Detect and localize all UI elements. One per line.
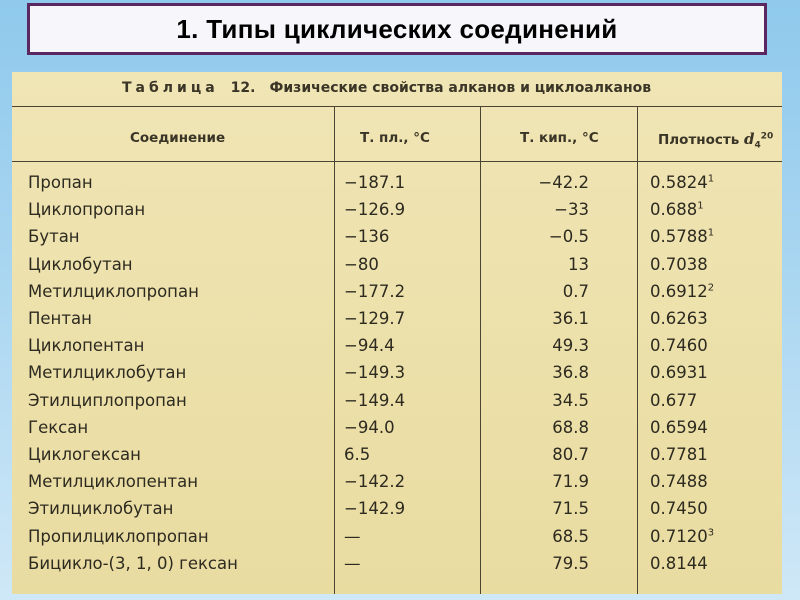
top-rule <box>12 106 782 107</box>
density-superscript: 20 <box>760 131 774 142</box>
table-row <box>12 173 782 200</box>
table-row <box>12 472 782 499</box>
header-density-label: Плотность <box>658 132 740 148</box>
table-row <box>12 255 782 282</box>
table-row <box>12 499 782 526</box>
boiling-point: 49.3 <box>552 336 589 356</box>
boiling-point: 36.8 <box>552 363 589 383</box>
density-footnote: 1 <box>707 227 715 239</box>
table-row <box>12 527 782 554</box>
table-caption <box>122 80 651 96</box>
melting-point: −126.9 <box>344 200 406 220</box>
density-footnote: 1 <box>697 200 704 212</box>
compound-name: Бицикло-(3, 1, 0) гексан <box>28 553 238 573</box>
melting-point: −142.2 <box>344 472 406 492</box>
boiling-point: 34.5 <box>552 390 589 410</box>
density-value: 0.7460 <box>650 336 708 356</box>
compound-name: Бутан <box>28 227 80 247</box>
density-cell <box>650 391 760 410</box>
density-cell <box>650 445 760 464</box>
melting-point: −94.4 <box>344 336 395 356</box>
boiling-point: −0.5 <box>548 227 589 247</box>
table-row <box>12 336 782 363</box>
melting-point: — <box>344 526 361 546</box>
table-row <box>12 363 782 390</box>
melting-point: −94.0 <box>344 417 395 437</box>
melting-point: −187.1 <box>344 173 406 192</box>
density-value: 0.7450 <box>650 499 708 519</box>
boiling-point: −33 <box>554 200 589 220</box>
header-melting: Т. пл., °С <box>360 130 430 146</box>
density-cell <box>650 499 760 518</box>
density-footnote: 3 <box>707 527 715 539</box>
boiling-point: −42.2 <box>538 173 589 192</box>
header-compound: Соединение <box>130 130 226 146</box>
boiling-point: 13 <box>568 254 589 274</box>
caption-text: Физические свойства алканов и циклоалканов <box>269 80 652 96</box>
table-row <box>12 227 782 254</box>
table-row <box>12 418 782 445</box>
boiling-point: 68.8 <box>552 417 589 437</box>
density-cell <box>650 227 760 246</box>
compound-name: Метилциклопропан <box>28 281 199 301</box>
compound-name: Циклобутан <box>28 254 133 274</box>
compound-name: Циклопентан <box>28 336 145 356</box>
scanned-table <box>12 72 782 594</box>
table-row <box>12 554 782 581</box>
density-cell <box>650 336 760 355</box>
melting-point: −80 <box>344 254 379 274</box>
density-cell <box>650 200 760 219</box>
caption-label: Таблица <box>122 80 219 96</box>
compound-name: Циклогексан <box>28 445 141 464</box>
density-value: 0.6594 <box>650 417 708 437</box>
melting-point: −136 <box>344 227 390 247</box>
boiling-point: 71.5 <box>552 499 589 519</box>
density-cell <box>650 309 760 328</box>
boiling-point: 79.5 <box>552 553 589 573</box>
table-row <box>12 309 782 336</box>
density-footnote: 1 <box>707 173 715 185</box>
density-value: 0.8144 <box>650 553 708 573</box>
melting-point: −177.2 <box>344 281 406 301</box>
density-cell <box>650 418 760 437</box>
compound-name: Циклопропан <box>28 200 146 220</box>
melting-point: 6.5 <box>344 445 371 464</box>
density-subscript: 4 <box>754 140 761 151</box>
melting-point: −129.7 <box>344 309 406 328</box>
density-value: 0.7038 <box>650 254 708 274</box>
density-value: 0.688 <box>650 200 698 220</box>
boiling-point: 71.9 <box>552 472 589 492</box>
boiling-point: 36.1 <box>552 309 589 328</box>
melting-point: −149.4 <box>344 390 406 410</box>
density-value: 0.7488 <box>650 472 708 492</box>
melting-point: −149.3 <box>344 363 406 383</box>
boiling-point: 0.7 <box>562 281 589 301</box>
header-boiling: Т. кип., °С <box>520 130 599 146</box>
slide-title-box <box>27 3 767 55</box>
boiling-point: 68.5 <box>552 526 589 546</box>
density-cell <box>650 282 760 301</box>
compound-name: Гексан <box>28 417 89 437</box>
density-footnote: 2 <box>707 282 715 294</box>
table-row <box>12 200 782 227</box>
boiling-point: 80.7 <box>552 445 589 464</box>
compound-name: Пропан <box>28 173 93 192</box>
density-value: 0.7120 <box>650 526 708 546</box>
density-cell <box>650 554 760 573</box>
compound-name: Этилциклобутан <box>28 499 174 519</box>
compound-name: Метилциклопентан <box>28 472 199 492</box>
density-value: 0.5788 <box>650 227 708 247</box>
compound-name: Пропилциклопропан <box>28 526 209 546</box>
density-cell <box>650 472 760 491</box>
table-row <box>12 282 782 309</box>
density-cell <box>650 363 760 382</box>
table-row <box>12 391 782 418</box>
table-row <box>12 445 782 472</box>
density-value: 0.677 <box>650 390 698 410</box>
header-rule <box>12 161 782 162</box>
density-value: 0.6912 <box>650 281 708 301</box>
density-symbol: d <box>743 130 755 148</box>
density-cell <box>650 255 760 274</box>
melting-point: −142.9 <box>344 499 406 519</box>
density-value: 0.6263 <box>650 309 708 328</box>
header-density <box>658 130 773 151</box>
density-value: 0.7781 <box>650 445 708 464</box>
compound-name: Этилциплопропан <box>28 390 187 410</box>
caption-number: 12. <box>230 80 256 96</box>
density-cell <box>650 173 760 192</box>
density-value: 0.5824 <box>650 173 708 192</box>
slide-title: 1. Типы циклических соединений <box>176 13 618 44</box>
compound-name: Пентан <box>28 309 92 328</box>
melting-point: — <box>344 553 361 573</box>
density-cell <box>650 527 760 546</box>
compound-name: Метилциклобутан <box>28 363 187 383</box>
density-value: 0.6931 <box>650 363 708 383</box>
